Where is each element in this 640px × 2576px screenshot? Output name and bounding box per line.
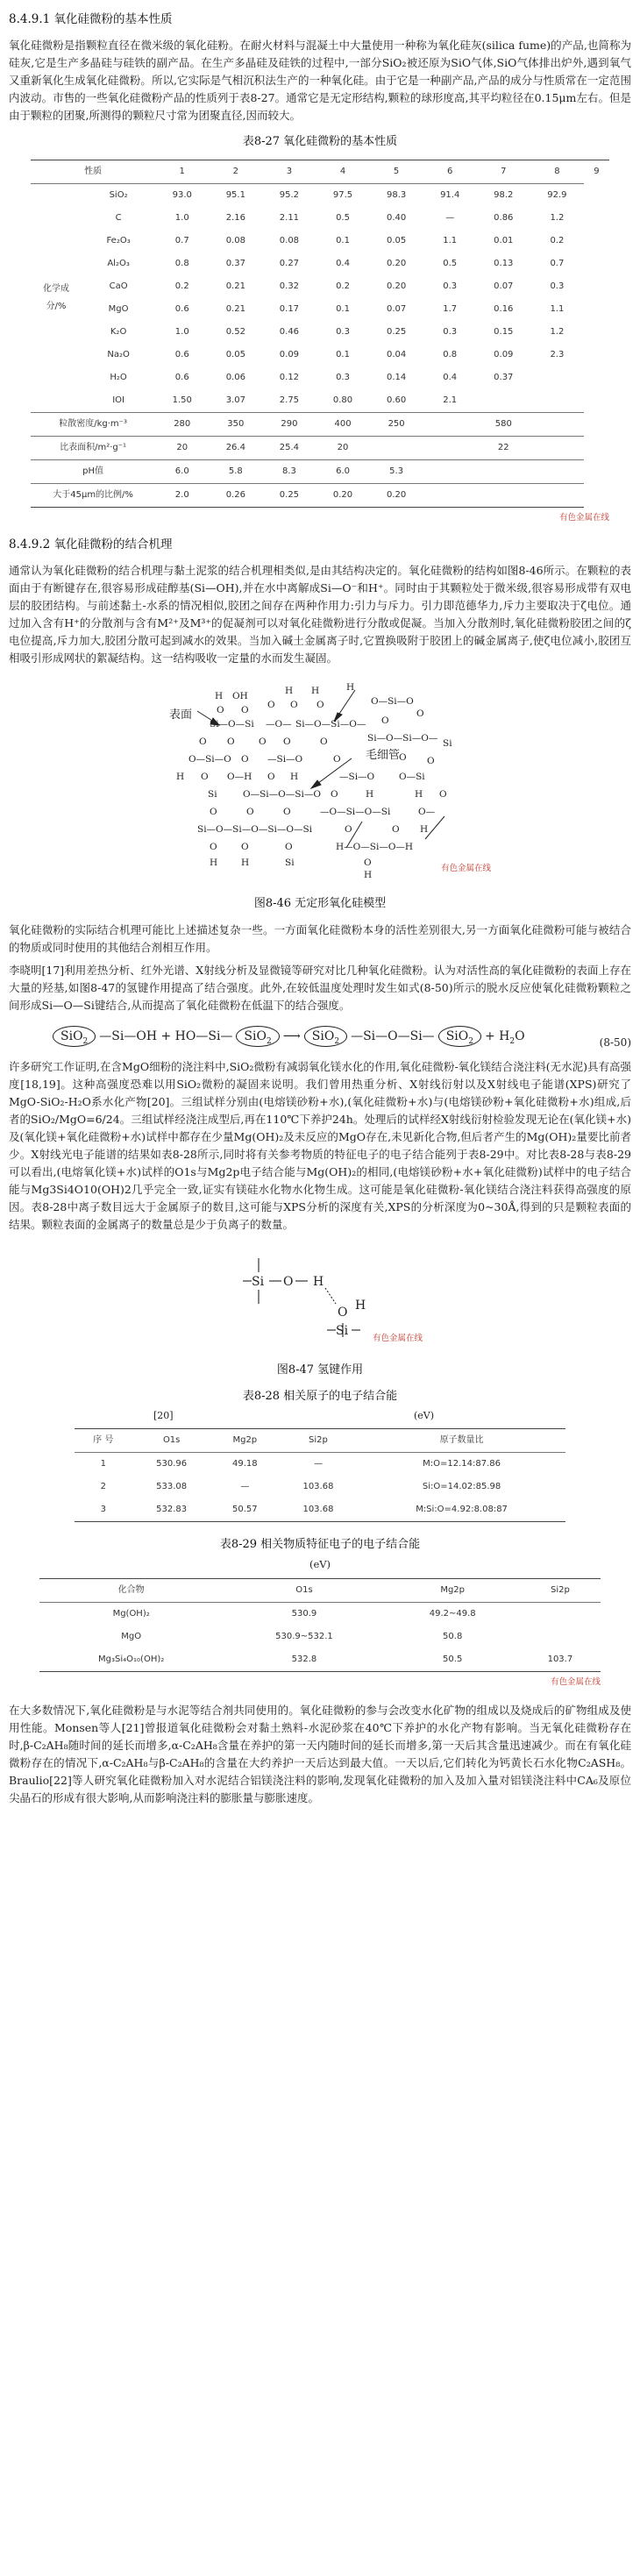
table-cell: 5.8 <box>209 460 262 484</box>
table-cell: M:O=12.14:87.86 <box>358 1453 565 1477</box>
table-row-label: K₂O <box>110 327 127 337</box>
table-cell: 0.04 <box>386 350 407 359</box>
table-cell: 0.8 <box>174 259 189 268</box>
table-cell: 6.0 <box>155 460 209 484</box>
svg-text:O: O <box>285 842 293 852</box>
watermark-logo: 有色金属在线 <box>558 513 609 523</box>
table-cell: 95.1 <box>209 184 262 208</box>
table-cell: 2.11 <box>279 213 300 223</box>
table-cell: 532.8 <box>223 1648 385 1672</box>
section-heading-basic-properties: 8.4.9.1 氧化硅微粉的基本性质 <box>9 12 173 26</box>
table-row-label: H₂O <box>110 373 127 382</box>
svg-text:O: O <box>267 700 275 710</box>
table-cell: 103.7 <box>520 1648 601 1672</box>
table-cell: 530.96 <box>132 1453 211 1477</box>
table-cell: 1.50 <box>172 395 192 405</box>
table-cell: 0.20 <box>386 281 407 291</box>
table-cell <box>423 437 477 460</box>
table-row-label: IOI <box>112 395 124 405</box>
fig46-label-surface: 表面 <box>169 708 193 722</box>
svg-text:H: H <box>355 1299 366 1313</box>
table-8-29 <box>39 1578 601 1672</box>
svg-text:O: O <box>283 1275 294 1289</box>
table-cell: 0.08 <box>279 236 300 246</box>
table-row <box>31 344 609 366</box>
table-cell: 0.21 <box>225 281 245 291</box>
table-cell: 1.2 <box>550 327 565 337</box>
svg-text:H: H <box>176 772 185 782</box>
svg-text:O: O <box>241 705 249 715</box>
table-row-label: 粒散密度/kg·m⁻³ <box>31 413 155 437</box>
table-header-cell: 2 <box>209 160 262 184</box>
figure-8-47 <box>9 1239 631 1353</box>
table-cell <box>530 484 584 508</box>
svg-text:—O—Si—O—Si: —O—Si—O—Si <box>320 807 391 817</box>
table-header-cell: 原子数量比 <box>358 1429 565 1453</box>
svg-text:O—H: O—H <box>227 772 252 782</box>
table-cell: 26.4 <box>209 437 262 460</box>
table-cell: 1.2 <box>550 213 565 223</box>
paragraph-cement-interaction: 在大多数情况下,氧化硅微粉是与水泥等结合剂共同使用的。氧化硅微粉的参与会改变水化矿物的组成以及烧成后的矿物组成及使用性能。Monsen等人[21]曾报道氧化硅微粉会对黏土熟料-水泥砂浆在40℃下养护的水化产物有影响。当无氧化硅微粉存在时,β-C₂AH₈随时间的延长而增多,α-C₂AH₈含量在养护的第一天内随时间的延长而增多,第一天后其含量迅速减少。而在有氧化硅微粉存在的情况下,α-C₂AH₈与β-C₂AH₈的含量在大约养护一天后达到最大值。一天以后,它们转化为钙黄长石水化物C₂ASH₈。Braulio[22]等人研究氧化硅微粉加入对水泥结合铝镁浇注料的影响,发现氧化硅微粉的加入及加入量对铝镁浇注料中CA₆及原位尖晶石的形成有很大影响,从而影响浇注料的膨胀量与膨胀速度。 <box>9 1704 631 1804</box>
table-group-label: 化学成分/% <box>31 184 82 413</box>
svg-text:H—O—Si—O—H: H—O—Si—O—H <box>336 842 414 852</box>
table-header-row <box>31 160 609 184</box>
svg-text:O: O <box>345 824 352 835</box>
table-row-label: 比表面积/m²·g⁻¹ <box>31 437 155 460</box>
table-cell: 3 <box>75 1498 132 1522</box>
table-cell: 0.14 <box>386 373 407 382</box>
table-cell: 0.20 <box>386 259 407 268</box>
table-cell: 0.07 <box>494 281 514 291</box>
table-header-cell: 3 <box>262 160 316 184</box>
table-cell: 0.86 <box>494 213 514 223</box>
table-row <box>31 230 609 253</box>
table-cell: 0.08 <box>225 236 245 246</box>
table-cell: 25.4 <box>262 437 316 460</box>
watermark-logo: 有色金属在线 <box>550 1677 601 1687</box>
table-row <box>31 413 609 437</box>
svg-text:Si: Si <box>285 857 295 868</box>
table-cell: — <box>240 1482 250 1491</box>
svg-text:—O—: —O— <box>266 719 292 729</box>
table-header-cell: 8 <box>530 160 584 184</box>
table-cell: 530.9~532.1 <box>275 1632 333 1641</box>
table-cell: 0.1 <box>336 236 350 246</box>
svg-text:O: O <box>416 708 424 719</box>
table-row <box>75 1476 565 1498</box>
svg-text:Si—O—Si: Si—O—Si <box>210 719 254 729</box>
svg-text:O: O <box>259 737 267 747</box>
table-header-cell: Mg2p <box>211 1429 279 1453</box>
table-row-label: Al₂O₃ <box>107 259 130 268</box>
table-cell: 0.6 <box>174 304 189 314</box>
svg-text:H: H <box>415 789 423 800</box>
table-cell: 2 <box>100 1482 106 1491</box>
svg-text:O: O <box>283 807 291 817</box>
table-cell <box>530 389 584 413</box>
table-cell: 0.4 <box>443 373 458 382</box>
svg-text:O: O <box>320 737 328 747</box>
table-cell: 0.8 <box>443 350 458 359</box>
svg-text:O: O <box>333 754 341 765</box>
svg-text:H: H <box>210 857 218 868</box>
table-cell: 0.25 <box>262 484 316 508</box>
svg-text:O: O <box>392 824 400 835</box>
table-header-cell: Si2p <box>279 1429 358 1453</box>
table-cell: 0.07 <box>386 304 407 314</box>
svg-text:O: O <box>316 700 324 710</box>
svg-text:Si—O—Si—O—: Si—O—Si—O— <box>367 733 438 744</box>
table-row-label: 大于45μm的比例/% <box>31 484 155 508</box>
table-cell: 50.57 <box>211 1498 279 1522</box>
table-header-cell: O1s <box>223 1579 385 1603</box>
svg-text:O: O <box>227 737 235 747</box>
svg-text:O: O <box>427 756 435 766</box>
svg-text:H: H <box>285 686 294 696</box>
svg-text:O: O <box>283 737 291 747</box>
table-cell: 0.13 <box>494 259 514 268</box>
table-cell: 0.06 <box>225 373 245 382</box>
table-cell <box>423 413 477 437</box>
table-cell: 0.40 <box>386 213 407 223</box>
section-heading-bonding-mechanism: 8.4.9.2 氧化硅微粉的结合机理 <box>9 537 173 551</box>
table-cell: 95.2 <box>262 184 316 208</box>
table-cell: 0.3 <box>443 327 458 337</box>
svg-text:O: O <box>217 705 224 715</box>
table-row <box>31 366 609 389</box>
svg-text:OH: OH <box>232 691 248 701</box>
table-cell <box>423 460 477 484</box>
table-row-label: pH值 <box>31 460 155 484</box>
svg-text:O: O <box>199 737 207 747</box>
table-cell: Mg(OH)₂ <box>39 1603 223 1626</box>
table-cell: 91.4 <box>423 184 477 208</box>
table-cell: 5.3 <box>370 460 423 484</box>
table-header-cell: 5 <box>370 160 423 184</box>
table-row <box>31 484 609 508</box>
table-cell: 0.12 <box>279 373 300 382</box>
figure-8-46-caption: 图8-46 无定形氧化硅模型 <box>253 897 387 910</box>
fig46-label-capillary: 毛细管 <box>366 749 401 762</box>
table-cell: 103.68 <box>302 1482 334 1491</box>
table-header-cell: 序 号 <box>75 1429 132 1453</box>
table-header-cell: 1 <box>155 160 209 184</box>
table-cell: 580 <box>477 413 530 437</box>
table-8-27 <box>31 160 609 508</box>
table-cell: 0.05 <box>386 236 407 246</box>
table-cell: 0.2 <box>550 236 565 246</box>
table-cell: 0.7 <box>174 236 189 246</box>
table-8-27-caption: 表8-27 氧化硅微粉的基本性质 <box>242 135 398 148</box>
table-cell: 2.75 <box>279 395 300 405</box>
table-cell: 50.8 <box>443 1632 463 1641</box>
equation-body: SiO$_2$ —Si—OH + HO—Si— SiO$_2$ ⟶ SiO$_2$ —Si—O—Si— SiO$_2$ + $H_2O$ <box>53 1026 525 1047</box>
svg-text:O—Si—O: O—Si—O <box>188 754 231 765</box>
table-cell: 250 <box>370 413 423 437</box>
table-cell: 0.80 <box>332 395 353 405</box>
table-cell: 0.2 <box>174 281 189 291</box>
svg-text:O: O <box>210 807 217 817</box>
table-header-cell: Si2p <box>520 1579 601 1603</box>
table-cell: 400 <box>316 413 369 437</box>
table-cell: 530.9 <box>223 1603 385 1626</box>
table-cell: 93.0 <box>155 184 209 208</box>
table-cell: 0.21 <box>225 304 245 314</box>
table-cell: 0.20 <box>370 484 423 508</box>
svg-text:O: O <box>439 789 447 800</box>
svg-text:H: H <box>313 1275 324 1289</box>
table-cell: 350 <box>209 413 262 437</box>
table-cell: 92.9 <box>530 184 584 208</box>
table-row <box>75 1453 565 1477</box>
table-cell: 0.3 <box>550 281 565 291</box>
table-cell: 1.0 <box>174 327 189 337</box>
table-cell <box>477 460 530 484</box>
table-cell: 49.18 <box>211 1453 279 1477</box>
svg-text:O: O <box>241 754 249 765</box>
svg-text:O: O <box>267 772 275 782</box>
table-cell: 2.0 <box>155 484 209 508</box>
svg-text:O: O <box>201 772 209 782</box>
paragraph-mechanism-1: 通常认为氧化硅微粉的结合机理与黏土泥浆的结合机理相类似,是由其结构决定的。氧化硅微粉的结构如图8-46所示。在颗粒的表面由于有断键存在,很容易形成硅醇基(Si—OH),并在水中离解成Si—O⁻和H⁺。同时由于其颗粒处于微米级,很容易形成带有双电层的胶团结构。与前述黏土-水系的情况相似,胶团之间存在两种作用力:引力与斥力。引力即范德华力,斥力主要取决于ζ电位。通过加入含有H⁺的分散剂与含有M²⁺及M³⁺的促凝剂可以对氧化硅微粉进行分散或促凝。当加入分散剂时,氧化硅微粉胶团之间的ζ电位提高,斥力加大,胶团分散可起到减水的效果。当加入碱土金属离子时,它置换吸附于胶团上的碱金属离子,使ζ电位减小,胶团互相吸引形成网状的絮凝结构。这一结构吸收一定量的水而发生凝固。 <box>9 564 631 665</box>
svg-text:Si—O—Si—O—: Si—O—Si—O— <box>295 719 366 729</box>
table-cell: 1.0 <box>174 213 189 223</box>
table-header-cell: Mg2p <box>386 1579 520 1603</box>
table-cell: 0.25 <box>386 327 407 337</box>
svg-text:Si: Si <box>443 738 452 749</box>
table-cell: 0.60 <box>386 395 407 405</box>
svg-text:O: O <box>381 715 389 726</box>
table-cell: MgO <box>121 1632 142 1641</box>
svg-text:O—Si—O—Si—O: O—Si—O—Si—O <box>243 789 321 800</box>
table-row <box>31 253 609 275</box>
table-cell: 0.09 <box>494 350 514 359</box>
table-cell: 0.27 <box>279 259 300 268</box>
table-cell <box>477 484 530 508</box>
table-cell: 0.26 <box>209 484 262 508</box>
table-row-label: Fe₂O₃ <box>106 236 131 246</box>
svg-text:O: O <box>246 807 254 817</box>
table-cell: 0.1 <box>336 304 350 314</box>
table-8-29-caption: 表8-29 相关物质特征电子的电子结合能 <box>219 1538 421 1551</box>
svg-text:O: O <box>241 842 249 852</box>
svg-text:H: H <box>346 682 355 693</box>
table-cell: 0.6 <box>174 373 189 382</box>
svg-text:O: O <box>331 789 338 800</box>
table-row <box>31 321 609 344</box>
svg-text:O: O <box>399 752 407 763</box>
svg-text:H: H <box>215 691 224 701</box>
table-cell: 0.7 <box>550 259 565 268</box>
table-8-28-unit: (eV) <box>413 1410 434 1421</box>
table-cell: 0.46 <box>279 327 300 337</box>
table-cell: 0.4 <box>336 259 350 268</box>
table-header-row <box>75 1429 565 1453</box>
figure-8-47-caption: 图8-47 氢键作用 <box>276 1363 364 1377</box>
table-cell: 0.52 <box>225 327 245 337</box>
table-8-28 <box>75 1428 565 1522</box>
table-cell: 6.0 <box>316 460 369 484</box>
watermark-logo: 有色金属在线 <box>373 1334 423 1343</box>
svg-text:Si—O—Si—O—Si—O—Si: Si—O—Si—O—Si—O—Si <box>197 824 313 835</box>
table-cell: 0.5 <box>443 259 458 268</box>
table-header-cell: 4 <box>316 160 369 184</box>
amorphous-silica-model-diagram <box>136 672 504 881</box>
svg-text:—Si—O: —Si—O <box>339 772 375 782</box>
table-row <box>31 184 609 208</box>
table-cell <box>530 413 584 437</box>
table-cell: 0.5 <box>336 213 350 223</box>
table-cell: — <box>279 1453 358 1477</box>
svg-text:H: H <box>311 686 320 696</box>
watermark-logo: 有色金属在线 <box>441 864 492 873</box>
table-cell: 0.1 <box>336 350 350 359</box>
table-cell: 0.3 <box>336 373 350 382</box>
table-cell: 0.20 <box>316 484 369 508</box>
table-cell: 49.2~49.8 <box>386 1603 520 1626</box>
table-cell: 2.3 <box>550 350 565 359</box>
svg-text:O: O <box>338 1306 348 1320</box>
equation-8-50 <box>9 1021 631 1051</box>
table-cell: — <box>445 213 455 223</box>
table-cell: 290 <box>262 413 316 437</box>
table-8-29-unit: (eV) <box>309 1558 331 1570</box>
svg-text:Si: Si <box>336 1324 349 1338</box>
table-cell: 0.2 <box>336 281 350 291</box>
table-cell: 0.17 <box>279 304 300 314</box>
svg-text:O—: O— <box>418 807 436 817</box>
figure-8-46 <box>9 672 631 886</box>
table-row <box>31 298 609 321</box>
svg-text:O: O <box>364 857 372 868</box>
table-cell: 97.5 <box>316 184 369 208</box>
svg-text:H: H <box>420 824 429 835</box>
table-cell: 8.3 <box>262 460 316 484</box>
table-cell <box>530 437 584 460</box>
table-cell: 0.37 <box>225 259 245 268</box>
table-row <box>31 460 609 484</box>
svg-text:Si: Si <box>208 789 217 800</box>
svg-text:O—Si—O: O—Si—O <box>371 696 414 707</box>
table-cell: M:Si:O=4.92:8.08:87 <box>358 1498 565 1522</box>
svg-text:O—Si: O—Si <box>399 772 425 782</box>
svg-text:—Si—O: —Si—O <box>267 754 303 765</box>
table-cell: 0.37 <box>494 373 514 382</box>
table-cell: 98.3 <box>370 184 423 208</box>
table-cell: 0.3 <box>443 281 458 291</box>
table-cell: 0.05 <box>225 350 245 359</box>
paragraph-basic-properties: 氧化硅微粉是指颗粒直径在微米级的氧化硅粉。在耐火材料与混凝土中大量使用一种称为氧化硅灰(silica fume)的产品,也简称为硅灰,它是生产多晶硅与硅铁的副产品。在生产多晶硅及硅铁的过程中,一部分SiO₂被还原为SiO气体,SiO气体排出炉外,遇到氧气又重新氧化生成氧化硅微粉。所以,它实际是气相沉积法生产的一种氧化硅。由于它是一种副产品,产品的成分与性质常在一定范围内波动。市售的一些氧化硅微粉产品的性质列于表8-27。通常它是无定形结构,颗粒的球形度高,其平均粒径在0.15μm左右。但是由于颗粒的团聚,所测得的颗粒尺寸常为团聚直径,因而较大。 <box>9 39 631 122</box>
table-cell: 0.16 <box>494 304 514 314</box>
table-cell <box>520 1626 601 1648</box>
paragraph-mechanism-4: 许多研究工作证明,在含MgO细粉的浇注料中,SiO₂微粉有减弱氧化镁水化的作用,氧化硅微粉-氧化镁结合浇注料(无水泥)具有高强度[18,19]。这种高强度恐难以用SiO₂微粉的凝固来说明。我们曾用热重分析、X射线衍射以及X射线电子能谱(XPS)研究了MgO-SiO₂-H₂O系水化产物[20]。三组试样分别由(电熔镁砂粉+水),(氧化硅微粉+水)与(电熔镁砂粉+氧化硅微粉+水)组成,后者的SiO₂/MgO=6/24。三组试样经浇注成型后,再在110℃下养护24h。处理后的试样经X射线衍射检验发现无论在(氧化镁+水)及(氧化镁+氧化硅微粉+水)试样中都存在少量Mg(OH)₂及未反应的MgO存在,未见新化合物,但后者产生的Mg(OH)₂量要比前者少。X射线光电子能谱的结果如表8-28所示,同时将有关参考物质的特征电子的电子结合能列于表8-29中。对比表8-28与表8-29可以看出,(电熔氧化镁+水)试样的O1s与Mg2p电子结合能与Mg(OH)₂的相同,(电熔镁砂粉+水+氧化硅微粉)试样中的电子结合能与Mg3Si4O10(OH)2几乎完全一致,证实有镁硅水化物水化物生成。这可能是氧化硅微粉-氧化镁结合浇注料获得高强度的原因。表8-28中离子数目远大于金属原子的数目,这可能与XPS分析的深度有关,XPS的分析深度为0~30Å,得到的只是颗粒表面的结果。颗粒表面的金属离子的数量总是少于负离子的数量。 <box>9 1060 631 1231</box>
svg-text:O: O <box>290 700 298 710</box>
table-row-label: Na₂O <box>107 350 130 359</box>
table-cell: 0.32 <box>279 281 300 291</box>
hydrogen-bond-diagram <box>188 1239 452 1348</box>
equation-number: (8-50) <box>599 1036 631 1049</box>
table-row <box>31 389 609 413</box>
table-cell: 1.7 <box>443 304 458 314</box>
table-8-28-caption: 表8-28 相关原子的电子结合能 <box>242 1390 398 1403</box>
svg-text:O: O <box>210 842 217 852</box>
table-cell: 2.16 <box>225 213 245 223</box>
table-cell: 1 <box>75 1453 132 1477</box>
table-cell: 103.68 <box>279 1498 358 1522</box>
table-cell <box>520 1603 601 1626</box>
table-header-row <box>39 1579 601 1603</box>
svg-text:Si: Si <box>252 1275 265 1289</box>
table-cell: 20 <box>316 437 369 460</box>
table-cell: 98.2 <box>477 184 530 208</box>
table-cell: 1.1 <box>550 304 565 314</box>
table-cell: 0.01 <box>494 236 514 246</box>
table-cell <box>423 484 477 508</box>
table-header-cell: O1s <box>132 1429 211 1453</box>
table-cell: 50.5 <box>386 1648 520 1672</box>
table-row <box>39 1648 601 1672</box>
table-cell <box>477 389 530 413</box>
table-row <box>31 275 609 298</box>
svg-text:H: H <box>290 772 299 782</box>
svg-text:H: H <box>366 789 374 800</box>
table-cell: 533.08 <box>156 1482 188 1491</box>
table-cell: 280 <box>155 413 209 437</box>
table-cell: 0.15 <box>494 327 514 337</box>
table-row-label: MgO <box>108 304 129 314</box>
table-cell <box>530 366 584 389</box>
table-header-cell: 性质 <box>31 160 155 184</box>
table-row <box>31 207 609 230</box>
svg-text:H: H <box>241 857 250 868</box>
paragraph-mechanism-3: 李晓明[17]利用差热分析、红外光谱、X射线分析及显微镜等研究对比几种氧化硅微粉。认为对活性高的氧化硅微粉的表面上存在大量的羟基,如图8-47的氢键作用提高了结合强度。此外,在较低温度处理时发生如式(8-50)所示的脱水反应使氧化硅微粉颗粒之间形成Si—O—Si键结合,从而提高了氧化硅微粉在低温下的结合强度。 <box>9 964 631 1012</box>
svg-text:H: H <box>364 870 373 880</box>
table-cell: Si:O=14.02:85.98 <box>422 1482 501 1491</box>
paragraph-mechanism-2: 氧化硅微粉的实际结合机理可能比上述描述复杂一些。一方面氧化硅微粉本身的活性差别很大,另一方面氧化硅微粉可能与被结合的物质或同时使用的其他结合剂相互作用。 <box>9 923 631 954</box>
table-cell: 0.09 <box>279 350 300 359</box>
table-header-cell: 化合物 <box>39 1579 223 1603</box>
table-cell: 20 <box>155 437 209 460</box>
table-row <box>75 1498 565 1522</box>
table-header-cell: 6 <box>423 160 477 184</box>
table-cell: 2.1 <box>443 395 458 405</box>
table-header-cell: 9 <box>584 160 609 184</box>
table-cell: Mg₃Si₄O₁₀(OH)₂ <box>39 1648 223 1672</box>
table-cell: 0.6 <box>174 350 189 359</box>
table-header-cell: 7 <box>477 160 530 184</box>
table-row <box>39 1626 601 1648</box>
table-cell: 1.1 <box>443 236 458 246</box>
table-cell <box>370 437 423 460</box>
table-8-28-ref: [20] <box>153 1410 174 1421</box>
table-cell: 3.07 <box>225 395 245 405</box>
table-cell: 0.3 <box>336 327 350 337</box>
table-row <box>39 1603 601 1626</box>
table-cell <box>530 460 584 484</box>
table-row-label: C <box>115 213 122 223</box>
table-row-label: SiO₂ <box>82 184 155 208</box>
table-cell: 532.83 <box>132 1498 211 1522</box>
table-row <box>31 437 609 460</box>
table-row-label: CaO <box>109 281 128 291</box>
table-cell: 22 <box>477 437 530 460</box>
